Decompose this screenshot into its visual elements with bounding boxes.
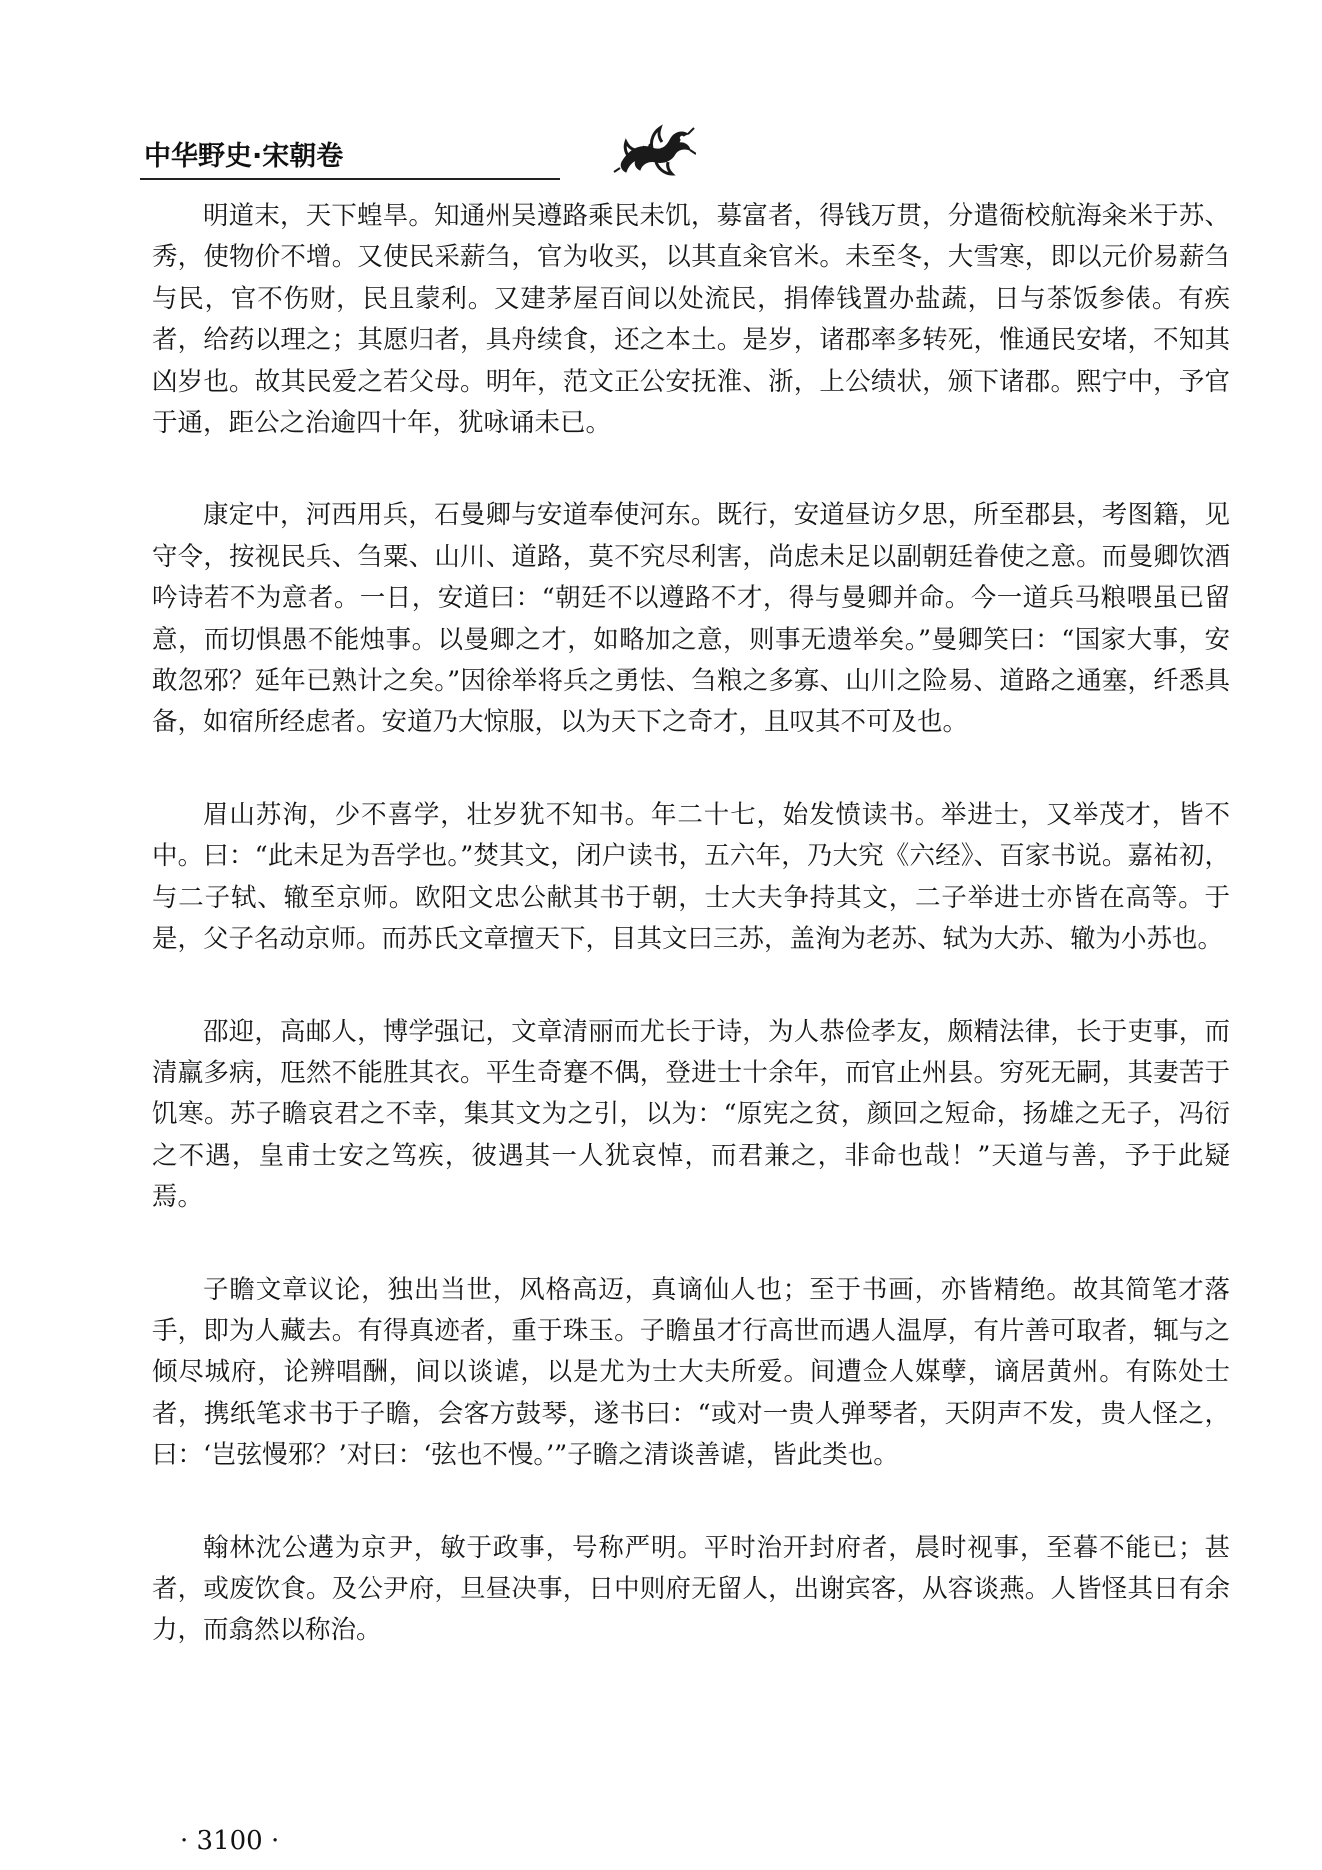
paragraph: 康定中，河西用兵，石曼卿与安道奉使河东。既行，安道昼访夕思，所至郡县，考图籍，见守令，按视民兵、刍粟、山川、道路，莫不究尽利害，尚虑未足以副朝廷眷使之意。而曼卿饮酒吟诗若不为意者。一日，安道曰：“朝廷不以遵路不才，得与曼卿并命。今一道兵马粮喂虽已留意，而切惧愚不能烛事。以曼卿之才，如略加之意，则事无遗举矣。”曼卿笑曰：“国家大事，安敢忽邪？延年已熟计之矣。”因徐举将兵之勇怯、刍粮之多寡、山川之险易、道路之通塞，纤悉具备，如宿所经虑者。安道乃大惊服，以为天下之奇才，且叹其不可及也。 [152,500,1230,738]
header-rule [140,178,560,180]
dragon-emblem-icon [612,118,696,182]
running-header [140,118,760,178]
paragraph: 邵迎，高邮人，博学强记，文章清丽而尤长于诗，为人恭俭孝友，颇精法律，长于吏事，而清羸多病，尫然不能胜其衣。平生奇蹇不偶，登进士十余年，而官止州县。穷死无嗣，其妻苦于饥寒。苏子瞻哀君之不幸，集其文为之引，以为：“原宪之贫，颜回之短命，扬雄之无子，冯衍之不遇，皇甫士安之笃疾，彼遇其一人犹哀悼，而君兼之，非命也哉！”天道与善，予于此疑焉。 [152,1016,1230,1213]
paragraph: 翰林沈公遘为京尹，敏于政事，号称严明。平时治开封府者，晨时视事，至暮不能已；甚者，或废饮食。及公尹府，旦昼决事，日中则府无留人，出谢宾客，从容谈燕。人皆怪其日有余力，而翕然以称治。 [152,1532,1230,1646]
page-number: · 3100 · [180,1826,280,1856]
book-title: 中华野史·宋朝卷 [144,141,344,172]
main-text [152,196,1230,1703]
paragraph: 明道末，天下蝗旱。知通州吴遵路乘民未饥，募富者，得钱万贯，分遣衙校航海籴米于苏、秀，使物价不增。又使民采薪刍，官为收买，以其直籴官米。未至冬，大雪寒，即以元价易薪刍与民，官不伤财，民且蒙利。又建茅屋百间以处流民，捐俸钱置办盐蔬，日与茶饭参俵。有疾者，给药以理之；其愿归者，具舟续食，还之本土。是岁，诸郡率多转死，惟通民安堵，不知其凶岁也。故其民爱之若父母。明年，范文正公安抚淮、浙，上公绩状，颁下诸郡。熙宁中，予官于通，距公之治逾四十年，犹咏诵未已。 [152,201,1230,439]
paragraph: 子瞻文章议论，独出当世，风格高迈，真谪仙人也；至于书画，亦皆精绝。故其简笔才落手，即为人藏去。有得真迹者，重于珠玉。子瞻虽才行高世而遇人温厚，有片善可取者，辄与之倾尽城府，论辨唱酬，间以谈谑，以是尤为士大夫所爱。间遭佥人媒孽，谪居黄州。有陈处士者，携纸笔求书于子瞻，会客方鼓琴，遂书曰：“或对一贵人弹琴者，天阴声不发，贵人怪之，曰：‘岂弦慢邪？’对曰：‘弦也不慢。’”子瞻之清谈善谑，皆此类也。 [152,1274,1230,1471]
paragraph: 眉山苏洵，少不喜学，壮岁犹不知书。年二十七，始发愤读书。举进士，又举茂才，皆不中。曰：“此未足为吾学也。”焚其文，闭户读书，五六年，乃大究《六经》、百家书说。嘉祐初，与二子轼、辙至京师。欧阳文忠公献其书于朝，士大夫争持其文，二子举进士亦皆在高等。于是，父子名动京师。而苏氏文章擅天下，目其文曰三苏，盖洵为老苏、轼为大苏、辙为小苏也。 [152,799,1230,955]
